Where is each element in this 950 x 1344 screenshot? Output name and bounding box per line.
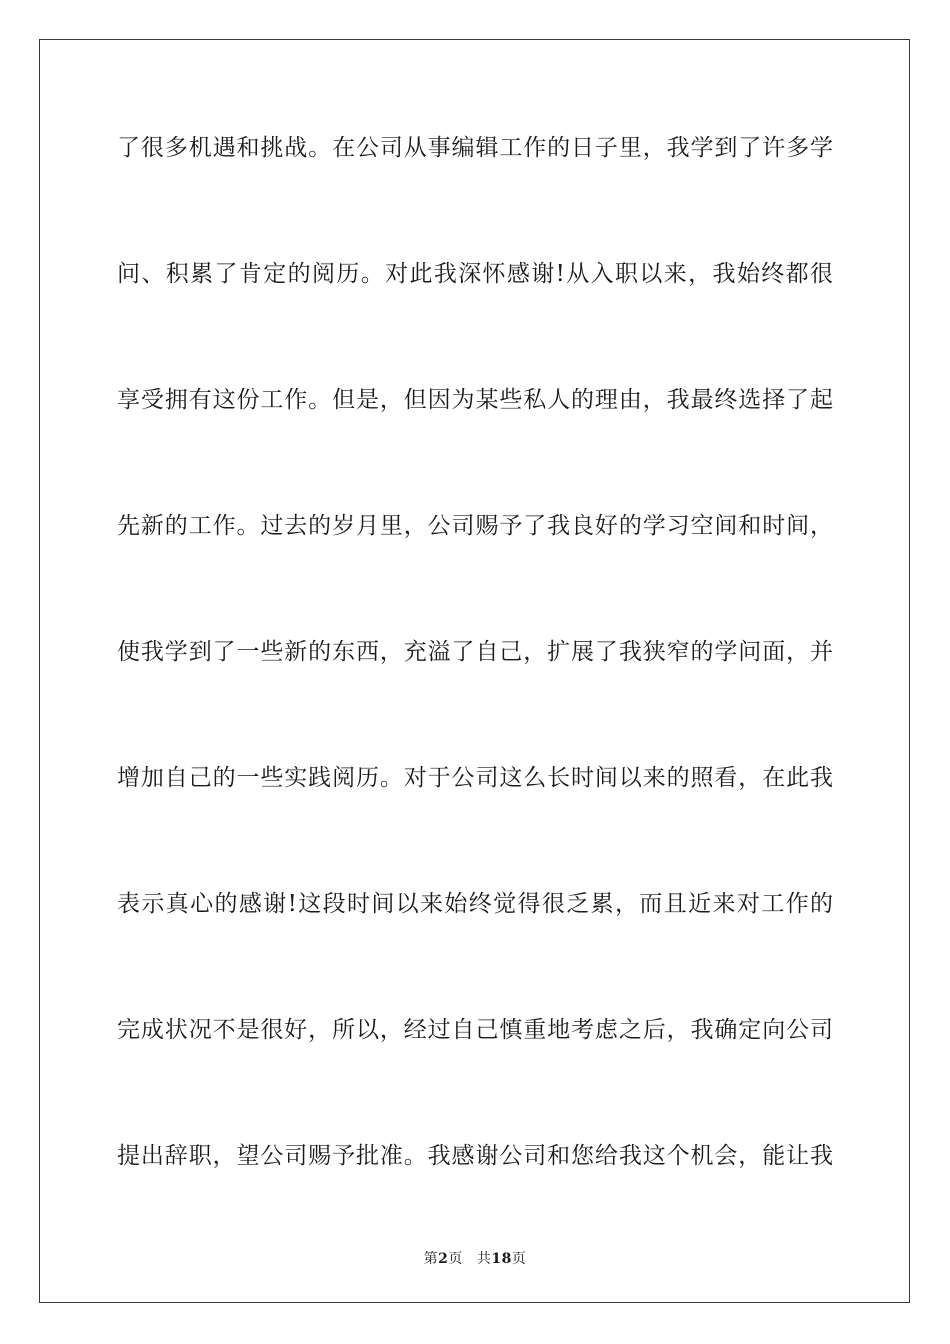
- body-line: 使我学到了一些新的东西，充溢了自己，扩展了我狭窄的学问面，并: [117, 639, 833, 665]
- page-unit: 页: [448, 1251, 463, 1267]
- body-line: 了很多机遇和挑战。在公司从事编辑工作的日子里，我学到了许多学: [117, 135, 833, 161]
- total-unit: 页: [511, 1251, 527, 1267]
- body-line: 先新的工作。过去的岁月里，公司赐予了我良好的学习空间和时间，: [117, 513, 833, 539]
- body-line: 增加自己的一些实践阅历。对于公司这么长时间以来的照看，在此我: [117, 765, 833, 791]
- page-number: 2: [438, 1251, 449, 1267]
- page-prefix: 第: [423, 1251, 439, 1267]
- body-line: 完成状况不是很好，所以，经过自己慎重地考虑之后，我确定向公司: [117, 1017, 833, 1043]
- body-line: 提出辞职，望公司赐予批准。我感谢公司和您给我这个机会，能让我: [117, 1143, 833, 1169]
- document-body: [117, 122, 833, 1256]
- body-line: 表示真心的感谢!这段时间以来始终觉得很乏累，而且近来对工作的: [117, 891, 833, 917]
- body-line: 享受拥有这份工作。但是，但因为某些私人的理由，我最终选择了起: [117, 387, 833, 413]
- body-line: 问、积累了肯定的阅历。对此我深怀感谢!从入职以来，我始终都很: [117, 261, 833, 287]
- total-prefix: 共: [476, 1251, 492, 1267]
- total-pages: 18: [491, 1251, 512, 1267]
- page-footer: [0, 1248, 950, 1268]
